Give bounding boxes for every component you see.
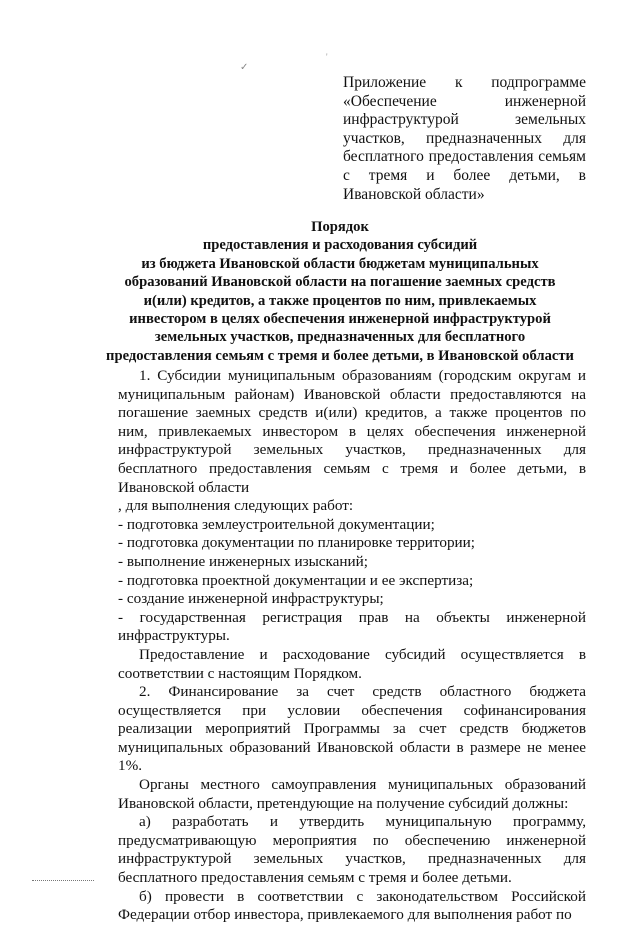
list-item: - создание инженерной инфраструктуры; <box>118 590 384 608</box>
scan-mark: ✓ <box>240 62 249 73</box>
list-item: - подготовка землеустроительной документации; <box>118 515 435 533</box>
title-line: инвестором в целях обеспечения инженерной инфраструктурой <box>129 311 551 328</box>
paragraph-1: 1. Субсидии муниципальным образованиям (городским округам и муниципальным районам) Ивановской области предоставляются на погашение заемных средств и(или) кредитов, а также процентов по ним, привлекаемых инвестором в целях обеспечения инженерной инфраструктурой земельных участков, предназначенных для бесплатного предоставления семьям с тремя и более детьми, в Ивановской области <box>118 367 586 496</box>
footer-divider <box>32 880 94 881</box>
paragraph-6: б) провести в соответствии с законодательством Российской Федерации отбор инвестора, привлекаемого для выполнения работ по <box>118 887 586 924</box>
title-line: Порядок <box>311 219 369 235</box>
title-line: земельных участков, предназначенных для бесплатного <box>154 329 526 346</box>
paragraph-2: Предоставление и расходование субсидий осуществляется в соответствии с настоящим Порядком. <box>118 645 586 682</box>
list-item: - подготовка документации по планировке территории; <box>118 534 476 552</box>
list-item: - государственная регистрация прав на объекты инженерной инфраструктуры. <box>118 608 586 645</box>
document-body <box>118 367 586 925</box>
title-line: предоставления и расходования субсидий <box>202 237 478 254</box>
scan-mark-2: ' <box>326 52 328 62</box>
paragraph-4: Органы местного самоуправления муниципальных образований Ивановской области, претендующие на получение субсидий должны: <box>118 776 586 812</box>
list-item: - выполнение инженерных изысканий; <box>118 552 369 570</box>
title-line: предоставления семьям с тремя и более детьми, в Ивановской области <box>106 347 574 364</box>
list-item: - подготовка проектной документации и ее экспертиза; <box>118 571 474 589</box>
title-line: образований Ивановской области на погашение заемных средств <box>124 274 556 291</box>
paragraph-1-tail: , для выполнения следующих работ: <box>118 497 354 515</box>
appendix-note: Приложение к подпрограмме «Обеспечение инженерной инфраструктурой земельных участков, предназначенных для бесплатного предоставления семьям с тремя и более детьми, в Ивановской области» <box>343 74 586 203</box>
document-title <box>80 218 600 365</box>
title-line: и(или) кредитов, а также процентов по ним, привлекаемых <box>143 292 537 309</box>
paragraph-5: а) разработать и утвердить муниципальную программу, предусматривающую мероприятия по обеспечению инженерной инфраструктурой земельных участков, предназначенных для бесплатного предоставления семьям с тремя и более детьми. <box>118 813 586 887</box>
paragraph-3: 2. Финансирование за счет средств областного бюджета осуществляется при условии обеспечения софинансирования реализации мероприятий Программы за счет средств бюджетов муниципальных образований Ивановской области в размере не менее 1%. <box>118 683 586 775</box>
title-line: из бюджета Ивановской области бюджетам муниципальных <box>141 255 539 272</box>
